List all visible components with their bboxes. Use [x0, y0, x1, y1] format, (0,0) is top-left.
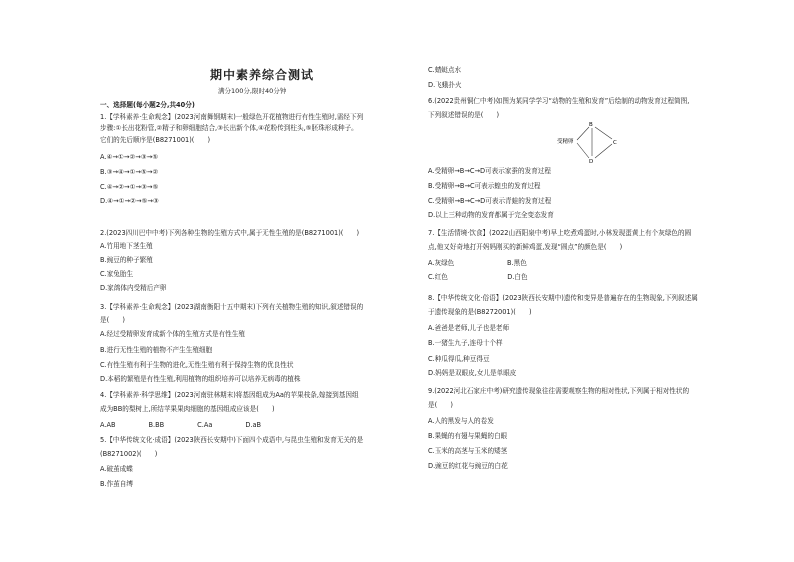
left-text-line: 2.(2023四川巴中中考)下列各种生物的生殖方式中,属于无性生殖的是(B8271001)( ) — [100, 229, 360, 237]
right-text-line: C.受精卵→B→C→D可表示青蛙的发育过程 — [428, 197, 552, 205]
left-text-line: 4.【学科素养·科学思维】(2023河南驻林期末)将基因组成为Aa的苹果枝条,嫁接到基因组 — [100, 391, 359, 399]
left-text-line: 5.【中华传统文化·成语】(2023陕西长安期中)下面四个成语中,与昆虫生殖和发育无关的是 — [100, 436, 364, 444]
left-text-line: 是( ) — [100, 316, 125, 324]
right-text-line: 下列叙述错误的是( ) — [428, 111, 500, 119]
left-text-line: 它们的先后顺序是(B8271001)( ) — [100, 136, 211, 144]
right-text-line: 6.(2022贵州铜仁中考)如图为某同学学习“动物的生殖和发育”后绘制的动物发育过程简图, — [428, 97, 690, 105]
page-title: 期中素养综合测试 — [210, 68, 315, 82]
right-text-line: A.爸爸是老师,儿子也是老师 — [428, 324, 510, 332]
left-text-line: D.④→①→②→⑤→③ — [100, 197, 159, 205]
left-text-line: C.④→②→①→③→⑤ — [100, 183, 159, 191]
right-text-line: 8.【中华传统文化·俗语】(2023陕西长安期中)遗传和变异是普遍存在的生物现象,下列叙述属 — [428, 294, 698, 302]
right-text-line: A.人的黑发与人的卷发 — [428, 417, 494, 425]
diagram-node-egg: 受精卵 — [557, 139, 574, 145]
right-text-line: 点,他又好奇地打开妈妈刚买的新鲜鸡蛋,发现“圆点”的颜色是( ) — [428, 243, 623, 251]
diagram-node-b: B — [589, 122, 593, 128]
left-text-line: D.本稻的繁殖是有性生殖,利用植物的组织培养可以培养无病毒的植株 — [100, 375, 301, 383]
right-text-line: B.果蝇的有翅与果蝇的白眼 — [428, 432, 508, 440]
right-text-line: 9.(2022河北石家庄中考)研究遗传现象往往需要观察生物的相对性状,下列属于相对性状的 — [428, 387, 690, 395]
right-text-line: D.妈妈是双眼皮,女儿是单眼皮 — [428, 369, 517, 377]
right-text-line: 是( ) — [428, 401, 453, 409]
left-text-line: B.豌豆的种子繁殖 — [100, 256, 153, 264]
right-text-line: D.飞蛾扑火 — [428, 81, 462, 89]
right-text-line: C.玉米的高茎与玉米的矮茎 — [428, 447, 508, 455]
left-text-line: A.竹用地下茎生殖 — [100, 242, 153, 250]
diagram-node-d: D — [589, 159, 594, 165]
left-text-line: A.经过受精卵发育成新个体的生殖方式是有性生殖 — [100, 330, 245, 338]
right-text-line: D.豌豆的红花与豌豆的白花 — [428, 462, 508, 470]
left-text-line: A.AB B.BB C.Aa D.aB — [100, 421, 262, 429]
right-text-line: D.以上三种动物的发育都属于完全变态发育 — [428, 211, 554, 219]
diagram-node-c: C — [613, 140, 617, 146]
right-text-line: C.红色 D.白色 — [428, 273, 528, 281]
left-text-line: 成为BB的梨树上,所结苹果果肉细胞的基因组成应该是( ) — [100, 405, 275, 413]
arrow-egg-b — [577, 127, 589, 140]
section-heading: 一、选择题(每小题2分,共40分) — [100, 101, 195, 109]
arrow-d-egg — [577, 143, 589, 158]
right-text-line: C.蜻蜓点水 — [428, 66, 462, 74]
page-subtitle: 满分100分,限时40分钟 — [218, 87, 287, 95]
left-text-line: (B8271002)( ) — [100, 450, 158, 458]
right-text-line: A.受精卵→B→C→D可表示家蚕的发育过程 — [428, 167, 551, 175]
right-text-line: 于遗传现象的是(B8272001)( ) — [428, 308, 532, 316]
left-text-line: A.④→①→②→③→⑤ — [100, 153, 159, 161]
right-text-line: B.一猪生九子,连母十个样 — [428, 339, 503, 347]
right-text-line: B.受精卵→B→C可表示蝗虫的发育过程 — [428, 182, 541, 190]
left-text-line: B.作茧自缚 — [100, 480, 133, 488]
left-text-line: 1.【学科素养·生命观念】(2023河南舞钢期末)一般绿色开花植物进行有性生殖时,需经下列 — [100, 113, 364, 121]
left-text-line: 3.【学科素养·生命观念】(2023湖南衡阳十五中期末)下列有关植物生殖的知识,叙述错误的 — [100, 303, 364, 311]
left-text-line: C.家兔胎生 — [100, 270, 134, 278]
arrow-b-c — [595, 127, 612, 139]
left-text-line: C.有性生殖有利于生物的进化,无性生殖有利于保持生物的优良性状 — [100, 361, 294, 369]
right-text-line: A.灰绿色 B.黑色 — [428, 259, 527, 267]
right-text-line: C.种瓜得瓜,种豆得豆 — [428, 355, 490, 363]
left-text-line: B.进行无性生殖的植物不产生生殖细胞 — [100, 346, 213, 354]
left-text-line: B.③→④→①→⑤→② — [100, 168, 159, 176]
development-diagram — [557, 118, 637, 166]
left-text-line: D.家鸽体内受精后产卵 — [100, 284, 167, 292]
left-text-line: A.破茧成蝶 — [100, 465, 133, 473]
right-text-line: 7.【生活情境·饮食】(2022山西阳泉中考)早上吃煮鸡蛋时,小林发现蛋黄上有个灰绿色的圆 — [428, 229, 692, 237]
arrow-c-d — [595, 144, 612, 158]
left-text-line: 步骤:①长出花粉管,②精子和卵细胞结合,③长出新个体,④花粉传到柱头,⑤胚珠形成种子。 — [100, 124, 358, 132]
